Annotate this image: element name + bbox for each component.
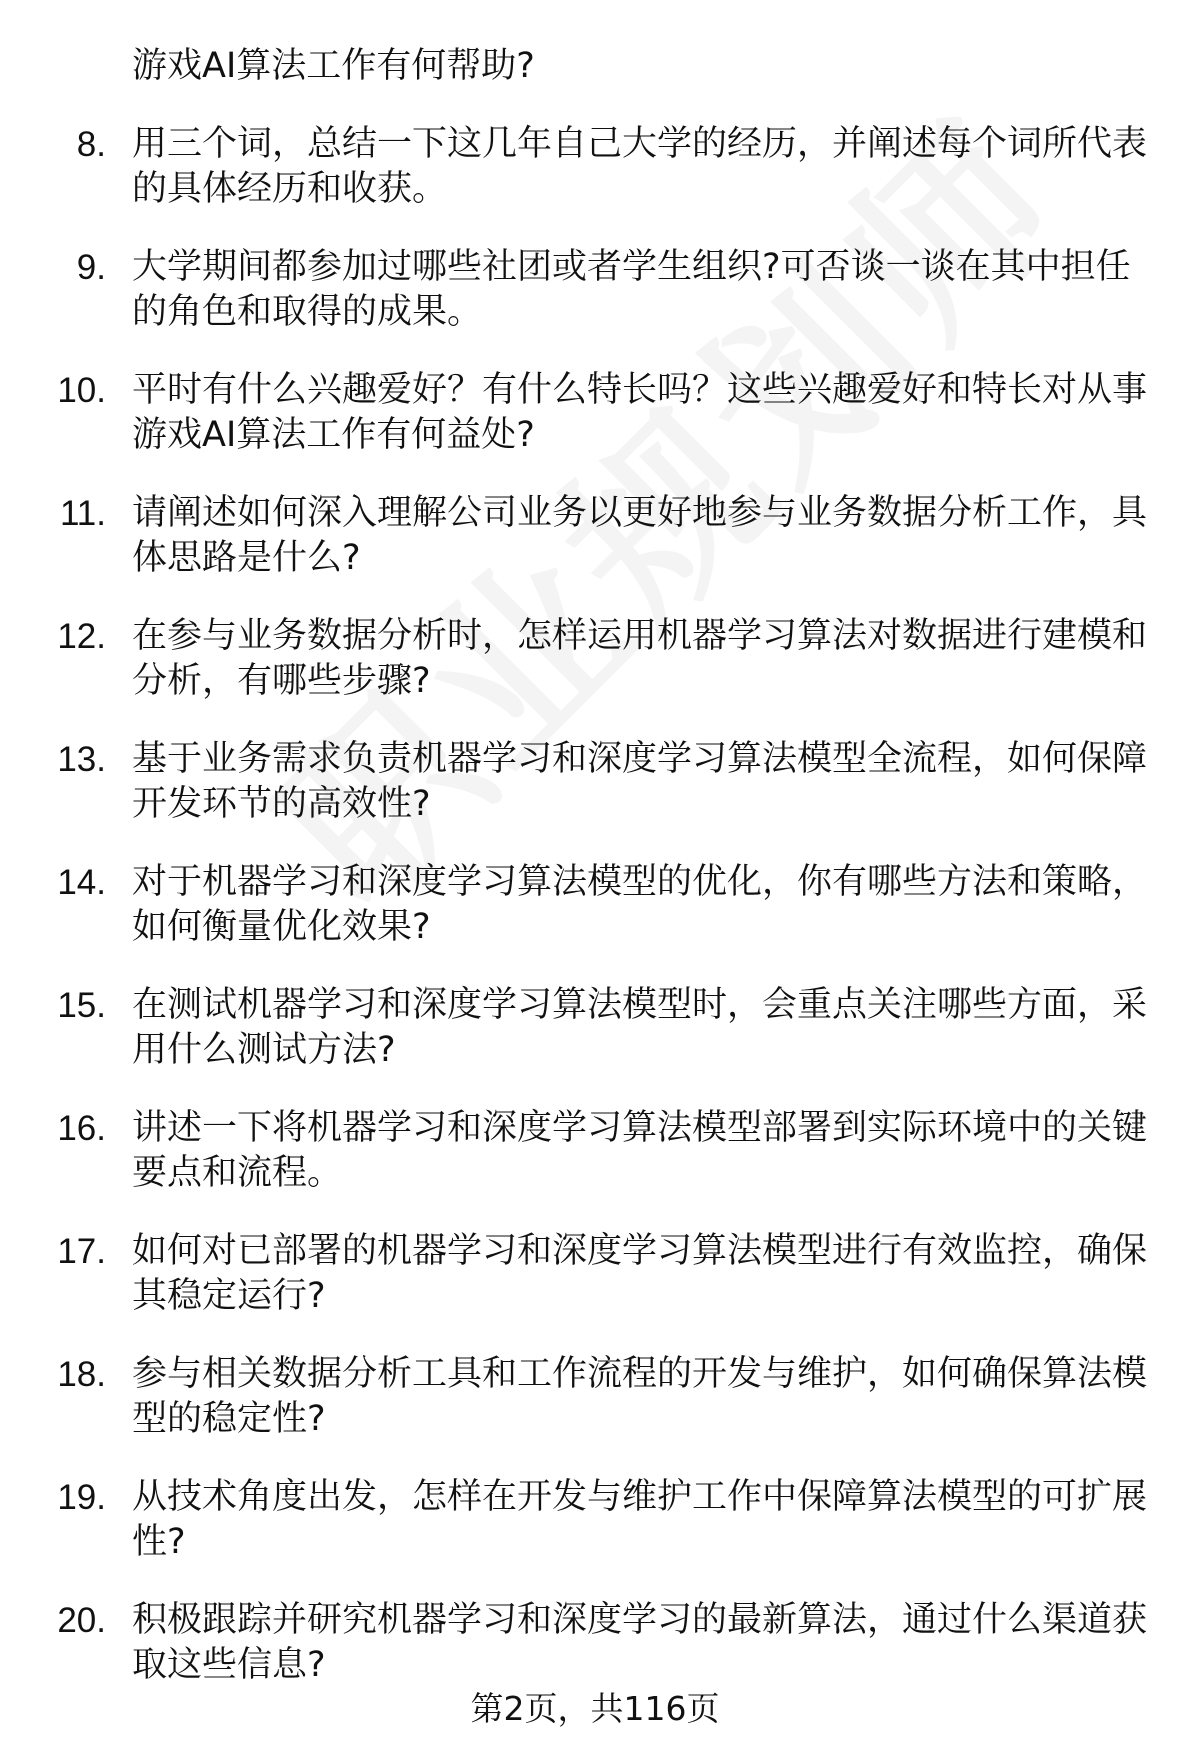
question-number: 12.: [57, 617, 106, 656]
question-item: [0, 491, 1190, 581]
question-text: 讲述一下将机器学习和深度学习算法模型部署到实际环境中的关键要点和流程。: [132, 1108, 1148, 1193]
question-text: 游戏AI算法工作有何帮助?: [132, 46, 535, 86]
question-text: 对于机器学习和深度学习算法模型的优化，你有哪些方法和策略，如何衡量优化效果?: [132, 862, 1148, 947]
question-number: 13.: [57, 740, 106, 779]
question-number: 19.: [57, 1478, 106, 1517]
question-item: [0, 1106, 1190, 1196]
question-text: 参与相关数据分析工具和工作流程的开发与维护，如何确保算法模型的稳定性?: [132, 1354, 1148, 1439]
question-number: 8.: [76, 125, 106, 164]
question-item: [0, 122, 1190, 212]
question-text: 在参与业务数据分析时，怎样运用机器学习算法对数据进行建模和分析，有哪些步骤?: [132, 616, 1148, 701]
question-item: [0, 245, 1190, 335]
question-text: 基于业务需求负责机器学习和深度学习算法模型全流程，如何保障开发环节的高效性?: [132, 739, 1148, 824]
question-item: [0, 1598, 1190, 1688]
question-item: [0, 1352, 1190, 1442]
question-text: 如何对已部署的机器学习和深度学习算法模型进行有效监控，确保其稳定运行?: [132, 1231, 1148, 1316]
question-text: 平时有什么兴趣爱好？有什么特长吗？这些兴趣爱好和特长对从事游戏AI算法工作有何益处?: [132, 370, 1148, 455]
question-text: 从技术角度出发，怎样在开发与维护工作中保障算法模型的可扩展性?: [132, 1477, 1148, 1562]
question-item: [0, 44, 1190, 89]
question-text: 用三个词，总结一下这几年自己大学的经历，并阐述每个词所代表的具体经历和收获。: [132, 124, 1148, 209]
question-item: [0, 1475, 1190, 1565]
question-text: 在测试机器学习和深度学习算法模型时，会重点关注哪些方面，采用什么测试方法?: [132, 985, 1148, 1070]
question-item: [0, 368, 1190, 458]
question-number: 11.: [59, 494, 106, 533]
question-number: 16.: [57, 1109, 106, 1148]
question-item: [0, 860, 1190, 950]
question-number: 9.: [76, 248, 106, 287]
question-number: 10.: [57, 371, 106, 410]
question-item: [0, 1229, 1190, 1319]
question-item: [0, 614, 1190, 704]
question-text: 请阐述如何深入理解公司业务以更好地参与业务数据分析工作，具体思路是什么?: [132, 493, 1148, 578]
question-number: 15.: [57, 986, 106, 1025]
question-text: 大学期间都参加过哪些社团或者学生组织?可否谈一谈在其中担任的角色和取得的成果。: [132, 247, 1131, 332]
question-list: [0, 44, 1190, 1721]
page-number: 第2页，共116页: [470, 1689, 720, 1728]
question-number: 17.: [57, 1232, 106, 1271]
question-number: 14.: [57, 863, 106, 902]
question-number: 18.: [57, 1355, 106, 1394]
question-item: [0, 983, 1190, 1073]
question-text: 积极跟踪并研究机器学习和深度学习的最新算法，通过什么渠道获取这些信息?: [132, 1600, 1148, 1685]
question-number: 20.: [57, 1601, 106, 1640]
question-item: [0, 737, 1190, 827]
